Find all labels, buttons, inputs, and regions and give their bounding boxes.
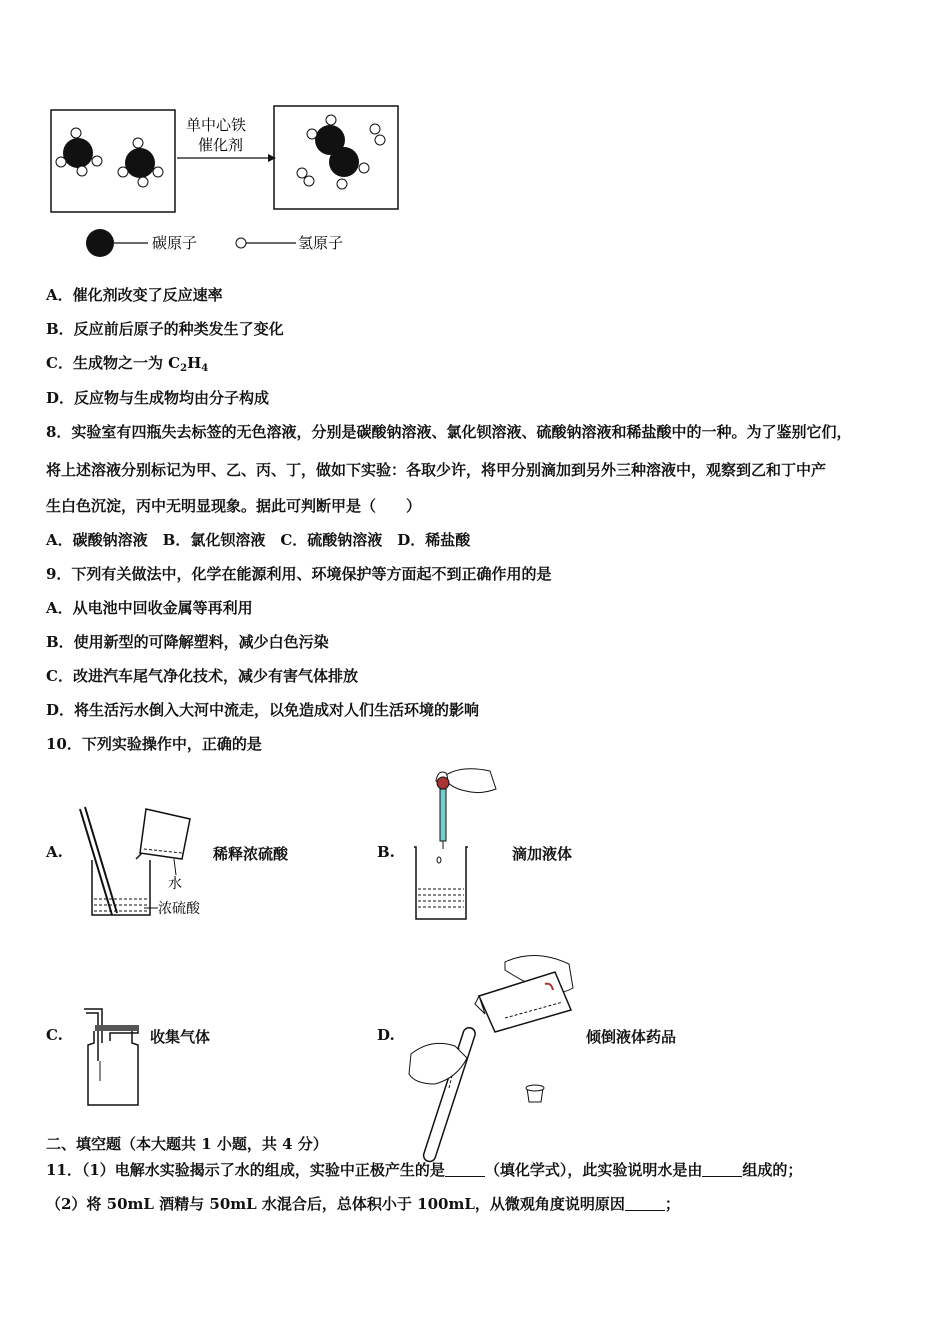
formula-part: H bbox=[187, 354, 202, 372]
methane-molecule bbox=[118, 138, 163, 187]
acid-label: 浓硫酸 bbox=[158, 901, 200, 917]
answer-blank[interactable] bbox=[445, 1162, 485, 1177]
legend-hydrogen: 氢原子 bbox=[298, 234, 344, 252]
q10-d-letter: D. bbox=[377, 1026, 395, 1044]
legend-carbon: 碳原子 bbox=[152, 234, 198, 252]
q9-option-d: D．将生活污水倒入大河中流走，以免造成对人们生活环境的影响 bbox=[46, 701, 480, 719]
subscript: 4 bbox=[201, 363, 209, 374]
methane-molecule bbox=[56, 128, 102, 176]
q7-option-a: A．催化剂改变了反应速率 bbox=[46, 286, 223, 304]
water-label: 水 bbox=[168, 876, 182, 892]
q8-line: 将上述溶液分别标记为甲、乙、丙、丁，做如下实验：各取少许，将甲分别滴加到另外三种溶液中，观察到乙和丁中产 bbox=[46, 461, 827, 479]
catalyst-label: 催化剂 bbox=[198, 136, 244, 154]
dropper-illustration bbox=[410, 767, 500, 922]
q9-option-c: C．改进汽车尾气净化技术，减少有害气体排放 bbox=[46, 667, 358, 685]
q8-options: A．碳酸钠溶液 B．氯化钡溶液 C．硫酸钠溶液 D．稀盐酸 bbox=[46, 531, 471, 549]
catalyst-label: 单中心铁 bbox=[186, 116, 247, 134]
dilute-acid-illustration bbox=[74, 805, 214, 920]
answer-blank[interactable] bbox=[625, 1196, 665, 1211]
q10-a-letter: A. bbox=[46, 843, 63, 861]
q11-part1-text: 组成的； bbox=[742, 1161, 803, 1179]
q10-a-title: 稀释浓硫酸 bbox=[213, 845, 289, 863]
q8-line: 8．实验室有四瓶失去标签的无色溶液，分别是碳酸钠溶液、氯化钡溶液、硫酸钠溶液和稀盐酸中的一种。为了鉴别它们， bbox=[46, 423, 852, 441]
pour-liquid-illustration bbox=[405, 948, 585, 1113]
q8-line: 生白色沉淀，丙中无明显现象。据此可判断甲是（ ） bbox=[46, 497, 422, 515]
q10-c-title: 收集气体 bbox=[150, 1028, 211, 1046]
q9-option-b: B．使用新型的可降解塑料，减少白色污染 bbox=[46, 633, 329, 651]
q11-part1 bbox=[46, 1160, 802, 1180]
q9-stem: 9．下列有关做法中，化学在能源利用、环境保护等方面起不到正确作用的是 bbox=[46, 565, 552, 583]
hydrogen-legend-icon bbox=[236, 238, 246, 248]
section-heading: 二、填空题（本大题共 1 小题，共 4 分） bbox=[46, 1135, 328, 1153]
subscript: 2 bbox=[180, 363, 188, 374]
q10-stem: 10．下列实验操作中，正确的是 bbox=[46, 735, 262, 753]
q9-option-a: A．从电池中回收金属等再利用 bbox=[46, 599, 253, 617]
q7-option-d: D．反应物与生成物均由分子构成 bbox=[46, 389, 270, 407]
ethylene-molecule bbox=[307, 115, 369, 189]
q11-part1-text: （填化学式），此实验说明水是由 bbox=[484, 1161, 703, 1179]
q7-option-c-text: C．生成物之一为 C bbox=[46, 354, 181, 372]
q11-part2 bbox=[46, 1194, 680, 1214]
q7-option-b: B．反应前后原子的种类发生了变化 bbox=[46, 320, 284, 338]
q11-part2-text: （2）将 50mL 酒精与 50mL 水混合后，总体积小于 100mL，从微观角度说明原因 bbox=[46, 1195, 625, 1213]
reaction-diagram bbox=[40, 100, 440, 270]
q7-option-c bbox=[46, 353, 208, 379]
q11-part2-text: ； bbox=[664, 1195, 680, 1213]
q10-b-title: 滴加液体 bbox=[512, 845, 573, 863]
carbon-legend-icon bbox=[86, 229, 114, 257]
gas-bottle-illustration bbox=[80, 1005, 150, 1110]
q10-b-letter: B. bbox=[377, 843, 395, 861]
q10-d-title: 倾倒液体药品 bbox=[586, 1028, 677, 1046]
hydrogen-molecule bbox=[297, 168, 314, 186]
hydrogen-molecule bbox=[370, 124, 385, 145]
answer-blank[interactable] bbox=[702, 1162, 742, 1177]
q11-part1-text: 11．（1）电解水实验揭示了水的组成，实验中正极产生的是 bbox=[46, 1161, 445, 1179]
q10-c-letter: C. bbox=[46, 1026, 63, 1044]
